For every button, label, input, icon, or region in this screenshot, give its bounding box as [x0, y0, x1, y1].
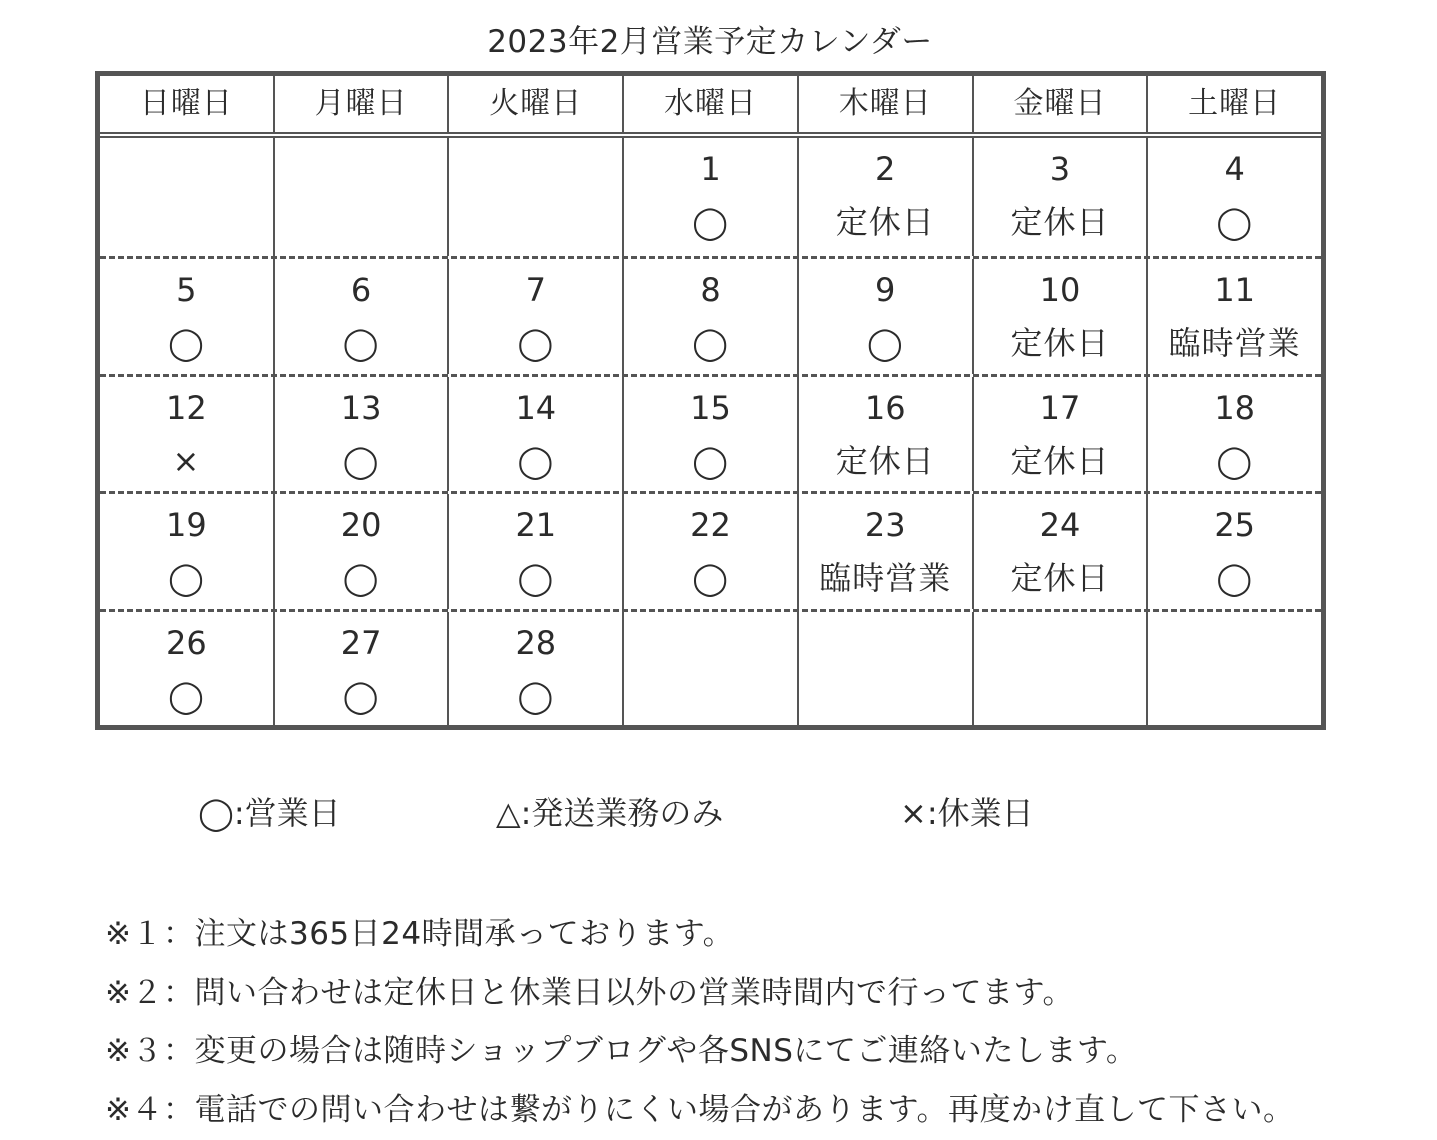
day-number: 24	[1039, 506, 1081, 545]
weekday-monday: 月曜日	[273, 76, 448, 132]
calendar-day-cell	[100, 138, 273, 256]
day-status	[1148, 668, 1321, 724]
day-number: 10	[1039, 270, 1081, 309]
day-status	[799, 668, 972, 724]
day-status: ◯	[692, 203, 729, 241]
calendar-day-cell	[797, 259, 972, 374]
day-status: ◯	[866, 323, 904, 362]
calendar-day-cell	[1146, 377, 1321, 492]
weekday-saturday: 土曜日	[1146, 76, 1321, 132]
day-status: ◯	[342, 559, 380, 598]
calendar-day-cell	[622, 377, 797, 492]
calendar-day-cell	[100, 612, 273, 727]
notes-list	[105, 905, 1425, 1139]
day-status: ◯	[167, 323, 205, 362]
day-number: 15	[690, 388, 731, 427]
note-1: ※１：注文は365日24時間承っております。	[105, 916, 735, 952]
calendar-day-cell	[273, 612, 448, 727]
note-2: ※２：問い合わせは定休日と休業日以外の営業時間内で行ってます。	[105, 974, 1074, 1011]
day-status: ◯	[342, 323, 380, 362]
weekday-friday: 金曜日	[972, 76, 1147, 132]
calendar-day-cell	[1146, 612, 1321, 727]
day-number: 5	[176, 270, 197, 309]
weekday-sunday: 日曜日	[139, 86, 233, 121]
note-3: ※３：変更の場合は随時ショップブログや各SNSにてご連絡いたします。	[105, 1033, 1138, 1069]
day-number	[449, 144, 622, 194]
calendar-day-cell	[273, 494, 448, 609]
legend-shipping-only: △:発送業務のみ	[496, 794, 724, 832]
day-status: ◯	[1216, 441, 1254, 480]
note-4: ※４：電話での問い合わせは繋がりにくい場合があります。再度かけ直して下さい。	[105, 1091, 1295, 1128]
day-status: 定休日	[835, 441, 935, 480]
day-status	[100, 194, 273, 250]
calendar-day-cell	[972, 259, 1147, 374]
weekday-thursday: 木曜日	[797, 76, 972, 132]
day-number: 25	[1214, 506, 1256, 545]
day-status	[974, 668, 1147, 724]
legend-closed-day: ×:休業日	[900, 794, 1034, 832]
day-number: 16	[864, 388, 906, 427]
day-status: 臨時営業	[1168, 323, 1301, 362]
weekday-wednesday: 水曜日	[622, 76, 797, 132]
calendar-day-cell	[797, 377, 972, 492]
day-number: 13	[340, 388, 382, 427]
day-number	[100, 144, 273, 194]
calendar-week-5	[100, 609, 1321, 727]
weekday-header-row	[100, 76, 1321, 138]
calendar-day-cell	[273, 377, 448, 492]
day-number: 3	[1049, 150, 1071, 188]
day-status: ◯	[1216, 203, 1254, 241]
calendar-day-cell	[972, 138, 1147, 256]
calendar-day-cell	[972, 612, 1147, 727]
calendar-day-cell	[273, 259, 448, 374]
calendar-day-cell	[622, 494, 797, 609]
day-number: 26	[166, 624, 207, 663]
day-status: 定休日	[1010, 323, 1110, 362]
day-number: 19	[166, 506, 207, 545]
day-status: ◯	[517, 441, 555, 480]
calendar-day-cell	[972, 494, 1147, 609]
day-status: ◯	[1216, 559, 1254, 598]
day-number: 11	[1214, 270, 1256, 309]
day-status: ◯	[167, 559, 205, 598]
day-number: 2	[875, 150, 896, 188]
calendar-day-cell	[447, 377, 622, 492]
day-status: ×	[172, 441, 201, 480]
day-number: 8	[700, 270, 721, 309]
day-number	[1148, 618, 1321, 668]
day-number	[275, 144, 448, 194]
day-number: 14	[515, 388, 557, 427]
calendar-day-cell	[797, 494, 972, 609]
calendar-day-cell	[447, 259, 622, 374]
calendar-day-cell	[1146, 494, 1321, 609]
calendar-day-cell	[447, 138, 622, 256]
day-status: ◯	[342, 677, 380, 716]
day-number: 17	[1039, 388, 1081, 427]
day-number: 23	[864, 506, 906, 545]
day-status: 定休日	[1010, 441, 1110, 480]
day-status: ◯	[517, 677, 555, 716]
day-status: ◯	[517, 323, 555, 362]
calendar-day-cell	[447, 612, 622, 727]
calendar-day-cell	[1146, 259, 1321, 374]
day-number: 6	[350, 270, 372, 309]
legend-business-day: ◯:営業日	[198, 794, 341, 832]
day-number: 4	[1224, 150, 1245, 188]
day-number: 7	[525, 270, 546, 309]
day-status	[624, 668, 797, 724]
day-status	[449, 194, 622, 250]
day-number: 21	[515, 506, 557, 545]
calendar-day-cell	[622, 259, 797, 374]
calendar-day-cell	[447, 494, 622, 609]
day-number: 12	[166, 388, 207, 427]
day-number: 9	[875, 270, 896, 309]
day-status: ◯	[517, 559, 555, 598]
page-title: 2023年2月営業予定カレンダー	[487, 24, 933, 60]
day-status: 定休日	[835, 203, 935, 241]
day-number	[974, 618, 1147, 668]
calendar-day-cell	[797, 138, 972, 256]
day-number	[624, 618, 797, 668]
day-number	[799, 618, 972, 668]
calendar-day-cell	[100, 377, 273, 492]
calendar-day-cell	[797, 612, 972, 727]
calendar-week-4	[100, 491, 1321, 609]
day-status: 臨時営業	[819, 559, 952, 598]
day-status: ◯	[167, 677, 205, 716]
day-number: 28	[515, 624, 557, 663]
calendar-day-cell	[100, 494, 273, 609]
weekday-tuesday: 火曜日	[447, 76, 622, 132]
day-status: 定休日	[1010, 559, 1110, 598]
day-status: ◯	[692, 441, 729, 480]
calendar-day-cell	[100, 259, 273, 374]
day-number: 18	[1214, 388, 1256, 427]
calendar-day-cell	[622, 138, 797, 256]
day-status: ◯	[692, 323, 729, 362]
calendar-week-2	[100, 256, 1321, 374]
day-status: ◯	[342, 441, 380, 480]
day-status	[275, 194, 448, 250]
calendar-day-cell	[622, 612, 797, 727]
calendar-day-cell	[972, 377, 1147, 492]
day-number: 22	[690, 506, 731, 545]
calendar-day-cell	[273, 138, 448, 256]
day-number: 1	[700, 150, 721, 188]
day-status: ◯	[692, 559, 729, 598]
day-status: 定休日	[1010, 203, 1110, 241]
calendar-day-cell	[1146, 138, 1321, 256]
day-number: 20	[340, 506, 382, 545]
calendar-week-3	[100, 374, 1321, 492]
calendar-week-1	[100, 138, 1321, 256]
day-number: 27	[340, 624, 382, 663]
calendar-grid	[95, 71, 1326, 730]
